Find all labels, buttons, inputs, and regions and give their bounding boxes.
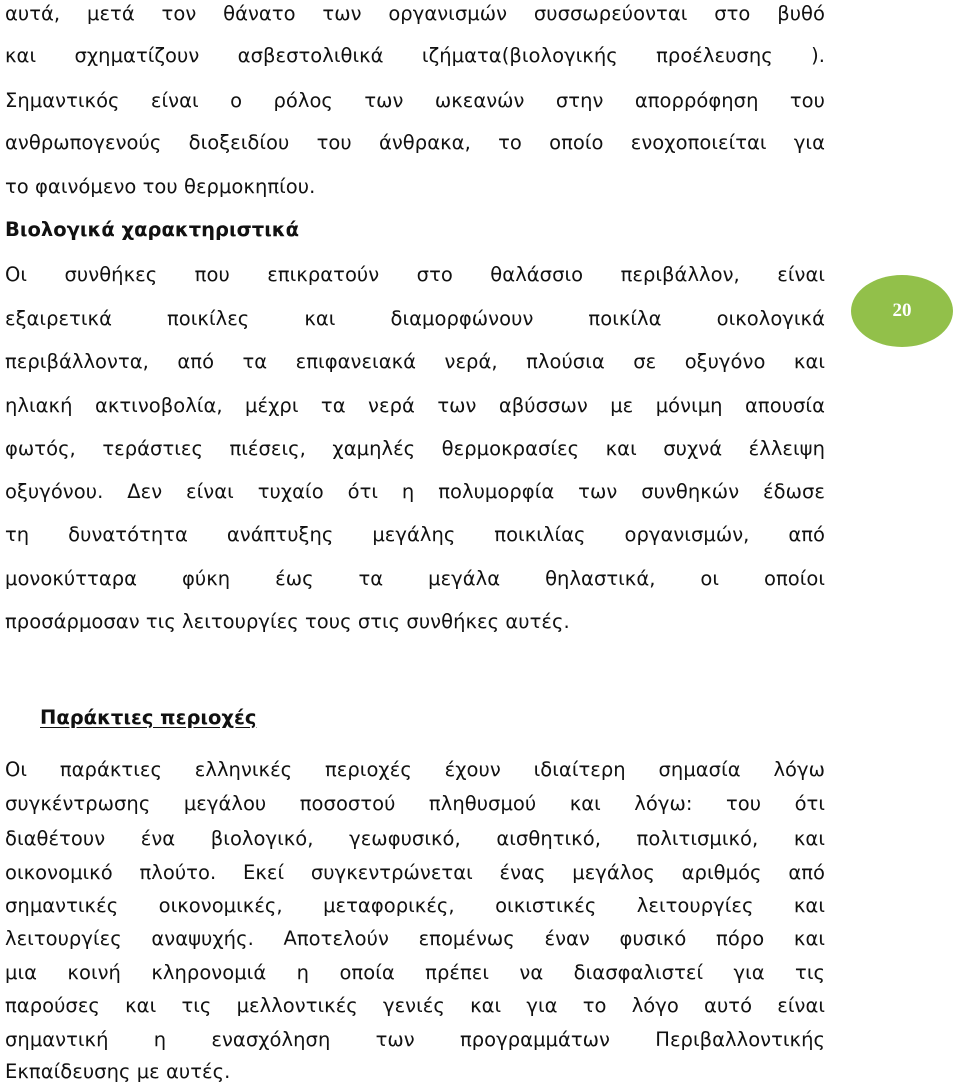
paragraph-line: λειτουργίες αναψυχής. Αποτελούν επομένως έναν φυσικό πόρο και — [5, 927, 825, 950]
paragraph-line: παρούσες και τις μελλοντικές γενιές και για το λόγο αυτό είναι — [5, 994, 825, 1017]
section-heading-biological: Βιολογικά χαρακτηριστικά — [5, 218, 300, 241]
page-number-badge — [851, 275, 953, 347]
section-heading-coastal: Παράκτιες περιοχές — [40, 706, 257, 729]
paragraph-line: ανθρωπογενούς διοξειδίου του άνθρακα, το οποίο ενοχοποιείται για — [5, 131, 825, 154]
paragraph-line: Οι συνθήκες που επικρατούν στο θαλάσσιο περιβάλλον, είναι — [5, 263, 825, 286]
paragraph-line: ηλιακή ακτινοβολία, μέχρι τα νερά των αβύσσων με μόνιμη απουσία — [5, 394, 825, 417]
paragraph-line: Οι παράκτιες ελληνικές περιοχές έχουν ιδιαίτερη σημασία λόγω — [5, 758, 825, 781]
paragraph-line: Σημαντικός είναι ο ρόλος των ωκεανών στην απορρόφηση του — [5, 89, 825, 112]
paragraph-line: και σχηματίζουν ασβεστολιθικά ιζήματα(βιολογικής προέλευσης ). — [5, 44, 825, 67]
paragraph-line: φωτός, τεράστιες πιέσεις, χαμηλές θερμοκρασίες και συχνά έλλειψη — [5, 437, 825, 460]
paragraph-line: το φαινόμενο του θερμοκηπίου. — [5, 175, 316, 198]
paragraph-line: οξυγόνου. Δεν είναι τυχαίο ότι η πολυμορφία των συνθηκών έδωσε — [5, 480, 825, 503]
paragraph-line: μονοκύτταρα φύκη έως τα μεγάλα θηλαστικά, οι οποίοι — [5, 567, 825, 590]
paragraph-line: Εκπαίδευσης με αυτές. — [5, 1060, 231, 1083]
paragraph-line: οικονομικό πλούτο. Εκεί συγκεντρώνεται ένας μεγάλος αριθμός από — [5, 861, 825, 884]
paragraph-line: συγκέντρωσης μεγάλου ποσοστού πληθυσμού και λόγω: του ότι — [5, 792, 825, 815]
paragraph-line: αυτά, μετά τον θάνατο των οργανισμών συσσωρεύονται στο βυθό — [5, 2, 825, 25]
paragraph-line: εξαιρετικά ποικίλες και διαμορφώνουν ποικίλα οικολογικά — [5, 307, 825, 330]
paragraph-line: τη δυνατότητα ανάπτυξης μεγάλης ποικιλίας οργανισμών, από — [5, 523, 825, 546]
paragraph-line: σημαντικές οικονομικές, μεταφορικές, οικιστικές λειτουργίες και — [5, 894, 825, 917]
paragraph-line: σημαντική η ενασχόληση των προγραμμάτων Περιβαλλοντικής — [5, 1028, 825, 1051]
paragraph-line: προσάρμοσαν τις λειτουργίες τους στις συνθήκες αυτές. — [5, 610, 570, 633]
paragraph-line: διαθέτουν ένα βιολογικό, γεωφυσικό, αισθητικό, πολιτισμικό, και — [5, 827, 825, 850]
paragraph-line: περιβάλλοντα, από τα επιφανειακά νερά, πλούσια σε οξυγόνο και — [5, 350, 825, 373]
page-number: 20 — [892, 300, 912, 321]
paragraph-line: μια κοινή κληρονομιά η οποία πρέπει να διασφαλιστεί για τις — [5, 961, 825, 984]
